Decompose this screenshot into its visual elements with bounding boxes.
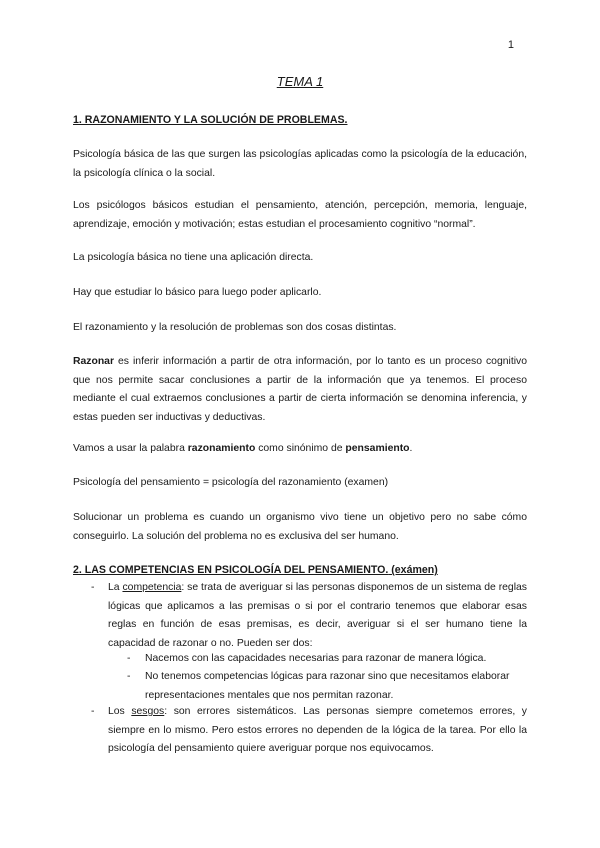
subbullet-dash: - xyxy=(127,671,131,682)
subbullet-2 xyxy=(127,668,527,705)
section-2-heading-main: 2. LAS COMPETENCIAS EN PSICOLOGÍA DEL PENSAMIENTO. xyxy=(73,564,389,576)
paragraph-7-text-c: como sinónimo de xyxy=(255,443,346,454)
subbullet-1 xyxy=(127,650,527,669)
bullet-competencia-text-b: : se trata de averiguar si las personas disponemos de un sistema de reglas lógicas que aplicamos a las premisas o si por el contrario tenemos que elaborar esas reglas en función de esas premisas, es decir, averiguar si el ser humano tiene la capacidad de razonar o no. Pueden ser dos: xyxy=(108,582,527,649)
bullet-sesgos xyxy=(91,703,527,759)
paragraph-8: Psicología del pensamiento = psicología del razonamiento (examen) xyxy=(73,477,389,488)
section-2-heading xyxy=(73,561,438,580)
term-competencia: competencia xyxy=(122,582,182,593)
term-razonamiento: razonamiento xyxy=(187,443,256,454)
bullet-dash: - xyxy=(91,582,95,593)
bullet-competencia-text xyxy=(108,579,527,653)
paragraph-6 xyxy=(73,353,527,427)
page-number: 1 xyxy=(507,39,514,51)
paragraph-1: Psicología básica de las que surgen las psicologías aplicadas como la psicología de la educación, la psicología clínica o la social. xyxy=(73,149,527,179)
subbullet-1-text: Nacemos con las capacidades necesarias para razonar de manera lógica. xyxy=(145,653,487,664)
subbullet-dash: - xyxy=(127,653,131,664)
bullet-sesgos-text-b: : son errores sistemáticos. Las personas siempre cometemos errores, y siempre en lo mismo. Pero estos errores no dependen de la lógica de la tarea. Por ello la psicología del pensamiento quiere averiguar porque nos equivocamos. xyxy=(108,706,527,754)
document-title: TEMA 1 xyxy=(276,74,324,89)
bullet-competencia-text-a: La xyxy=(108,582,123,593)
paragraph-5: El razonamiento y la resolución de problemas son dos cosas distintas. xyxy=(73,322,397,333)
paragraph-9: Solucionar un problema es cuando un organismo vivo tiene un objetivo pero no sabe cómo conseguirlo. La solución del problema no es exclusiva del ser humano. xyxy=(73,512,527,542)
section-1-heading: 1. RAZONAMIENTO Y LA SOLUCIÓN DE PROBLEMAS. xyxy=(73,114,348,126)
paragraph-2: Los psicólogos básicos estudian el pensamiento, atención, percepción, memoria, lenguaje, aprendizaje, emoción y motivación; estas estudian el procesamiento cognitivo “normal”. xyxy=(73,200,527,230)
bullet-sesgos-text xyxy=(108,703,527,759)
term-razonar: Razonar xyxy=(73,356,114,367)
bullet-competencia xyxy=(91,579,527,653)
paragraph-3: La psicología básica no tiene una aplicación directa. xyxy=(73,252,314,263)
paragraph-7-text-a: Vamos a usar la palabra xyxy=(73,443,188,454)
paragraph-4: Hay que estudiar lo básico para luego poder aplicarlo. xyxy=(73,287,322,298)
paragraph-6-text: es inferir información a partir de otra información, por lo tanto es un proceso cognitivo que nos permite sacar conclusiones a partir de la información que ya tenemos. El proceso mediante el cual extraemos conclusiones a partir de cierta información se denomina inferencia, y estas pueden ser inductivas y deductivas. xyxy=(73,356,527,423)
paragraph-7 xyxy=(73,440,527,459)
paragraph-7-text-e: . xyxy=(409,443,413,454)
term-pensamiento: pensamiento xyxy=(345,443,410,454)
section-2-heading-note: (exámen) xyxy=(388,564,438,576)
bullet-dash: - xyxy=(91,706,95,717)
term-sesgos: sesgos xyxy=(131,706,165,717)
subbullet-2-text: No tenemos competencias lógicas para razonar sino que necesitamos elaborar representaciones mentales que nos permitan razonar. xyxy=(145,671,510,701)
bullet-sesgos-text-a: Los xyxy=(108,706,132,717)
